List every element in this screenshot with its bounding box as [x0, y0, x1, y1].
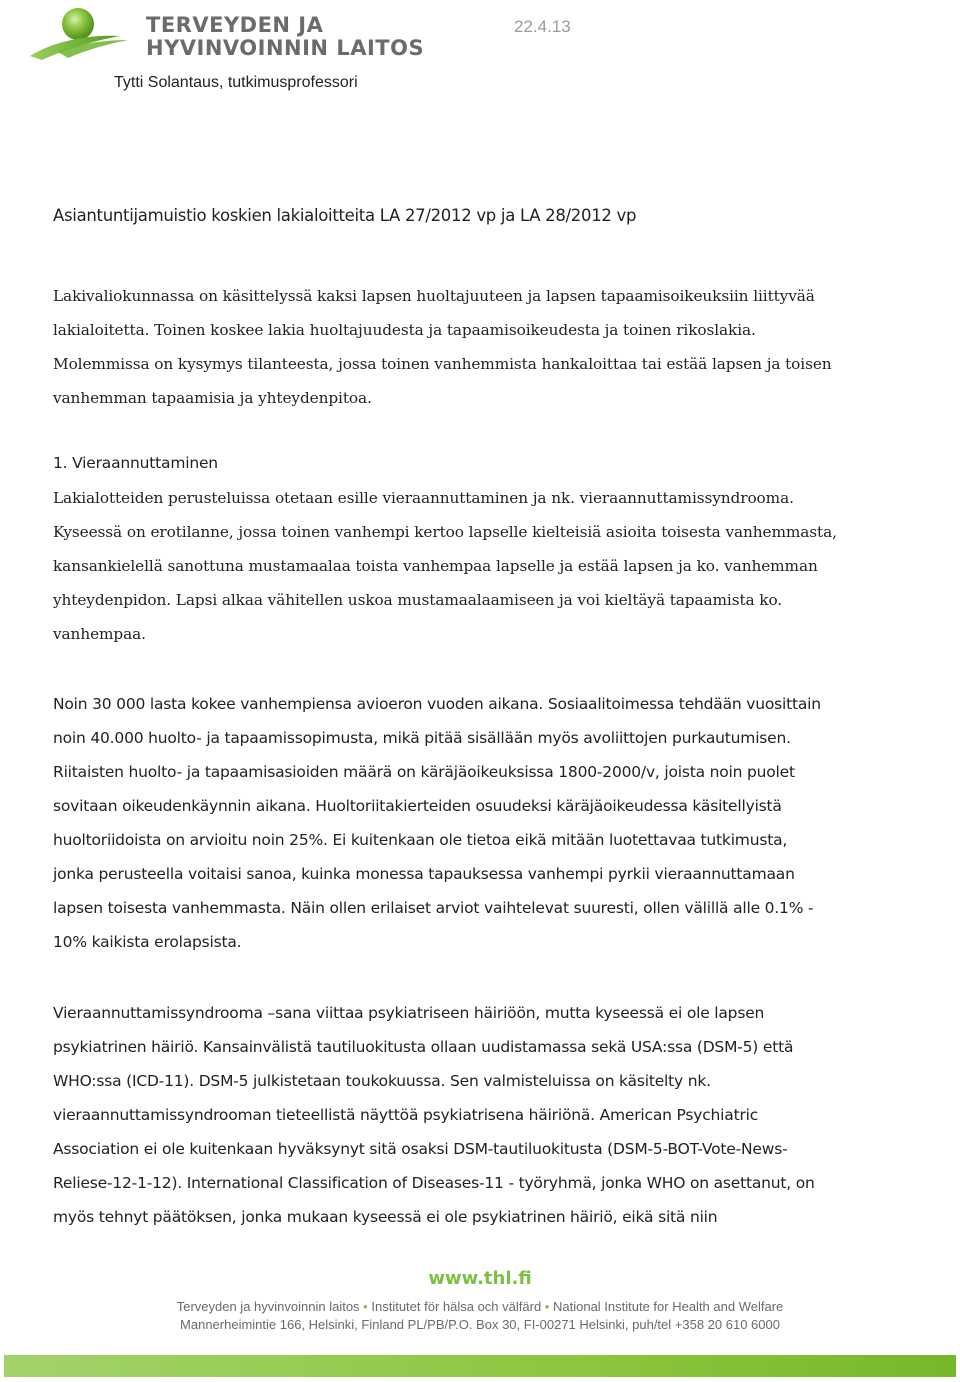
- syndrome-line: Reliese-12-1-12). International Classification of Diseases-11 - työryhmä, jonka WHO on asettanut, on: [53, 1174, 815, 1192]
- syndrome-line: Vieraannuttamissyndrooma –sana viittaa psykiatriseen häiriöön, mutta kyseessä ei ole lapsen: [53, 1004, 765, 1022]
- footer-org-names: [0, 1299, 960, 1314]
- syndrome-line: vieraannuttamissyndrooman tieteellistä näyttöä psykiatrisena häiriönä. American Psychiatric: [53, 1106, 759, 1124]
- section-paragraph: [53, 481, 903, 651]
- thl-leaf-logo-icon: [28, 4, 138, 62]
- statistics-line: jonka perusteella voitaisi sanoa, kuinka monessa tapauksessa vanhempi pyrkii vieraannuttamaan: [53, 865, 795, 883]
- footer-org-fi: Terveyden ja hyvinvoinnin laitos: [176, 1299, 360, 1314]
- section-line: yhteydenpidon. Lapsi alkaa vähitellen uskoa mustamaalaamiseen ja voi kieltäyä tapaamista ko.: [53, 591, 783, 609]
- intro-line: Lakivaliokunnassa on käsittelyssä kaksi lapsen huoltajuuteen ja lapsen tapaamisoikeuksiin liittyvää: [53, 287, 815, 305]
- syndrome-paragraph: [53, 996, 903, 1234]
- intro-line: Molemmissa on kysymys tilanteesta, jossa toinen vanhemmista hankaloittaa tai estää lapsen ja toisen: [53, 355, 832, 373]
- syndrome-line: psykiatrinen häiriö. Kansainvälistä tautiluokitusta ollaan uudistamassa sekä USA:ssa (DSM-5) että: [53, 1038, 794, 1056]
- section-line: vanhempaa.: [53, 625, 146, 643]
- footer-address: Mannerheimintie 166, Helsinki, Finland PL/PB/P.O. Box 30, FI-00271 Helsinki, puh/tel +358 20 610 6000: [180, 1317, 780, 1332]
- author-line: Tytti Solantaus, tutkimusprofessori: [114, 74, 358, 91]
- intro-line: lakialoitetta. Toinen koskee lakia huoltajuudesta ja tapaamisoikeudesta ja toinen rikoslakia.: [53, 321, 756, 339]
- statistics-line: lapsen toisesta vanhemmasta. Näin ollen erilaiset arviot vaihtelevat suuresti, ollen välillä alle 0.1% -: [53, 899, 814, 917]
- footer-bullet: •: [544, 1299, 550, 1314]
- intro-paragraph: [53, 279, 903, 415]
- statistics-line: Riitaisten huolto- ja tapaamisasioiden määrä on käräjäoikeuksissa 1800-2000/v, joista noin puolet: [53, 763, 795, 781]
- footer-bullet: •: [363, 1299, 368, 1314]
- document-date: 22.4.13: [514, 17, 571, 36]
- syndrome-line: WHO:ssa (ICD-11). DSM-5 julkistetaan toukokuussa. Sen valmisteluissa on käsitelty nk.: [53, 1072, 711, 1090]
- footer-org-en: National Institute for Health and Welfare: [552, 1299, 784, 1314]
- statistics-line: sovitaan oikeudenkäynnin aikana. Huoltoriitakierteiden osuudeksi käräjäoikeudessa käsitellyistä: [53, 797, 782, 815]
- statistics-line: Noin 30 000 lasta kokee vanhempiensa avioeron vuoden aikana. Sosiaalitoimessa tehdään vuosittain: [53, 695, 821, 713]
- document-title: Asiantuntijamuistio koskien lakialoitteita LA 27/2012 vp ja LA 28/2012 vp: [53, 206, 637, 225]
- section-line: Kyseessä on erotilanne, jossa toinen vanhempi kertoo lapselle kielteisiä asioita toisesta vanhemmasta,: [53, 523, 837, 541]
- org-name-line1: TERVEYDEN JA: [146, 13, 324, 37]
- section-line: Lakialotteiden perusteluissa otetaan esille vieraannuttaminen ja nk. vieraannuttamissyndrooma.: [53, 489, 794, 507]
- statistics-line: noin 40.000 huolto- ja tapaamissopimusta, mikä pitää sisällään myös avoliittojen purkautumisen.: [53, 729, 791, 747]
- syndrome-line: Association ei ole kuitenkaan hyväksynyt sitä osaksi DSM-tautiluokitusta (DSM-5-BOT-Vote-News-: [53, 1140, 788, 1158]
- intro-line: vanhemman tapaamisia ja yhteydenpitoa.: [53, 389, 372, 407]
- org-name-line2: HYVINVOINNIN LAITOS: [146, 36, 425, 60]
- footer-url: www.thl.fi: [428, 1268, 532, 1289]
- section-heading: 1. Vieraannuttaminen: [53, 454, 218, 472]
- statistics-paragraph: [53, 687, 903, 959]
- statistics-line: 10% kaikista erolapsista.: [53, 933, 242, 951]
- thl-logo: [28, 4, 425, 62]
- footer-org-sv: Institutet för hälsa och välfärd: [371, 1299, 542, 1314]
- org-name: [146, 14, 424, 60]
- statistics-line: huoltoriidoista on arvioitu noin 25%. Ei kuitenkaan ole tietoa eikä mitään luotettavaa tutkimusta,: [53, 831, 788, 849]
- syndrome-line: myös tehnyt päätöksen, jonka mukaan kyseessä ei ole psykiatrinen häiriö, eikä sitä niin: [53, 1208, 718, 1226]
- section-line: kansankielellä sanottuna mustamaalaa toista vanhempaa lapselle ja estää lapsen ja ko. vanhemman: [53, 557, 818, 575]
- footer-green-bar: [4, 1355, 956, 1377]
- section-block: [53, 446, 903, 480]
